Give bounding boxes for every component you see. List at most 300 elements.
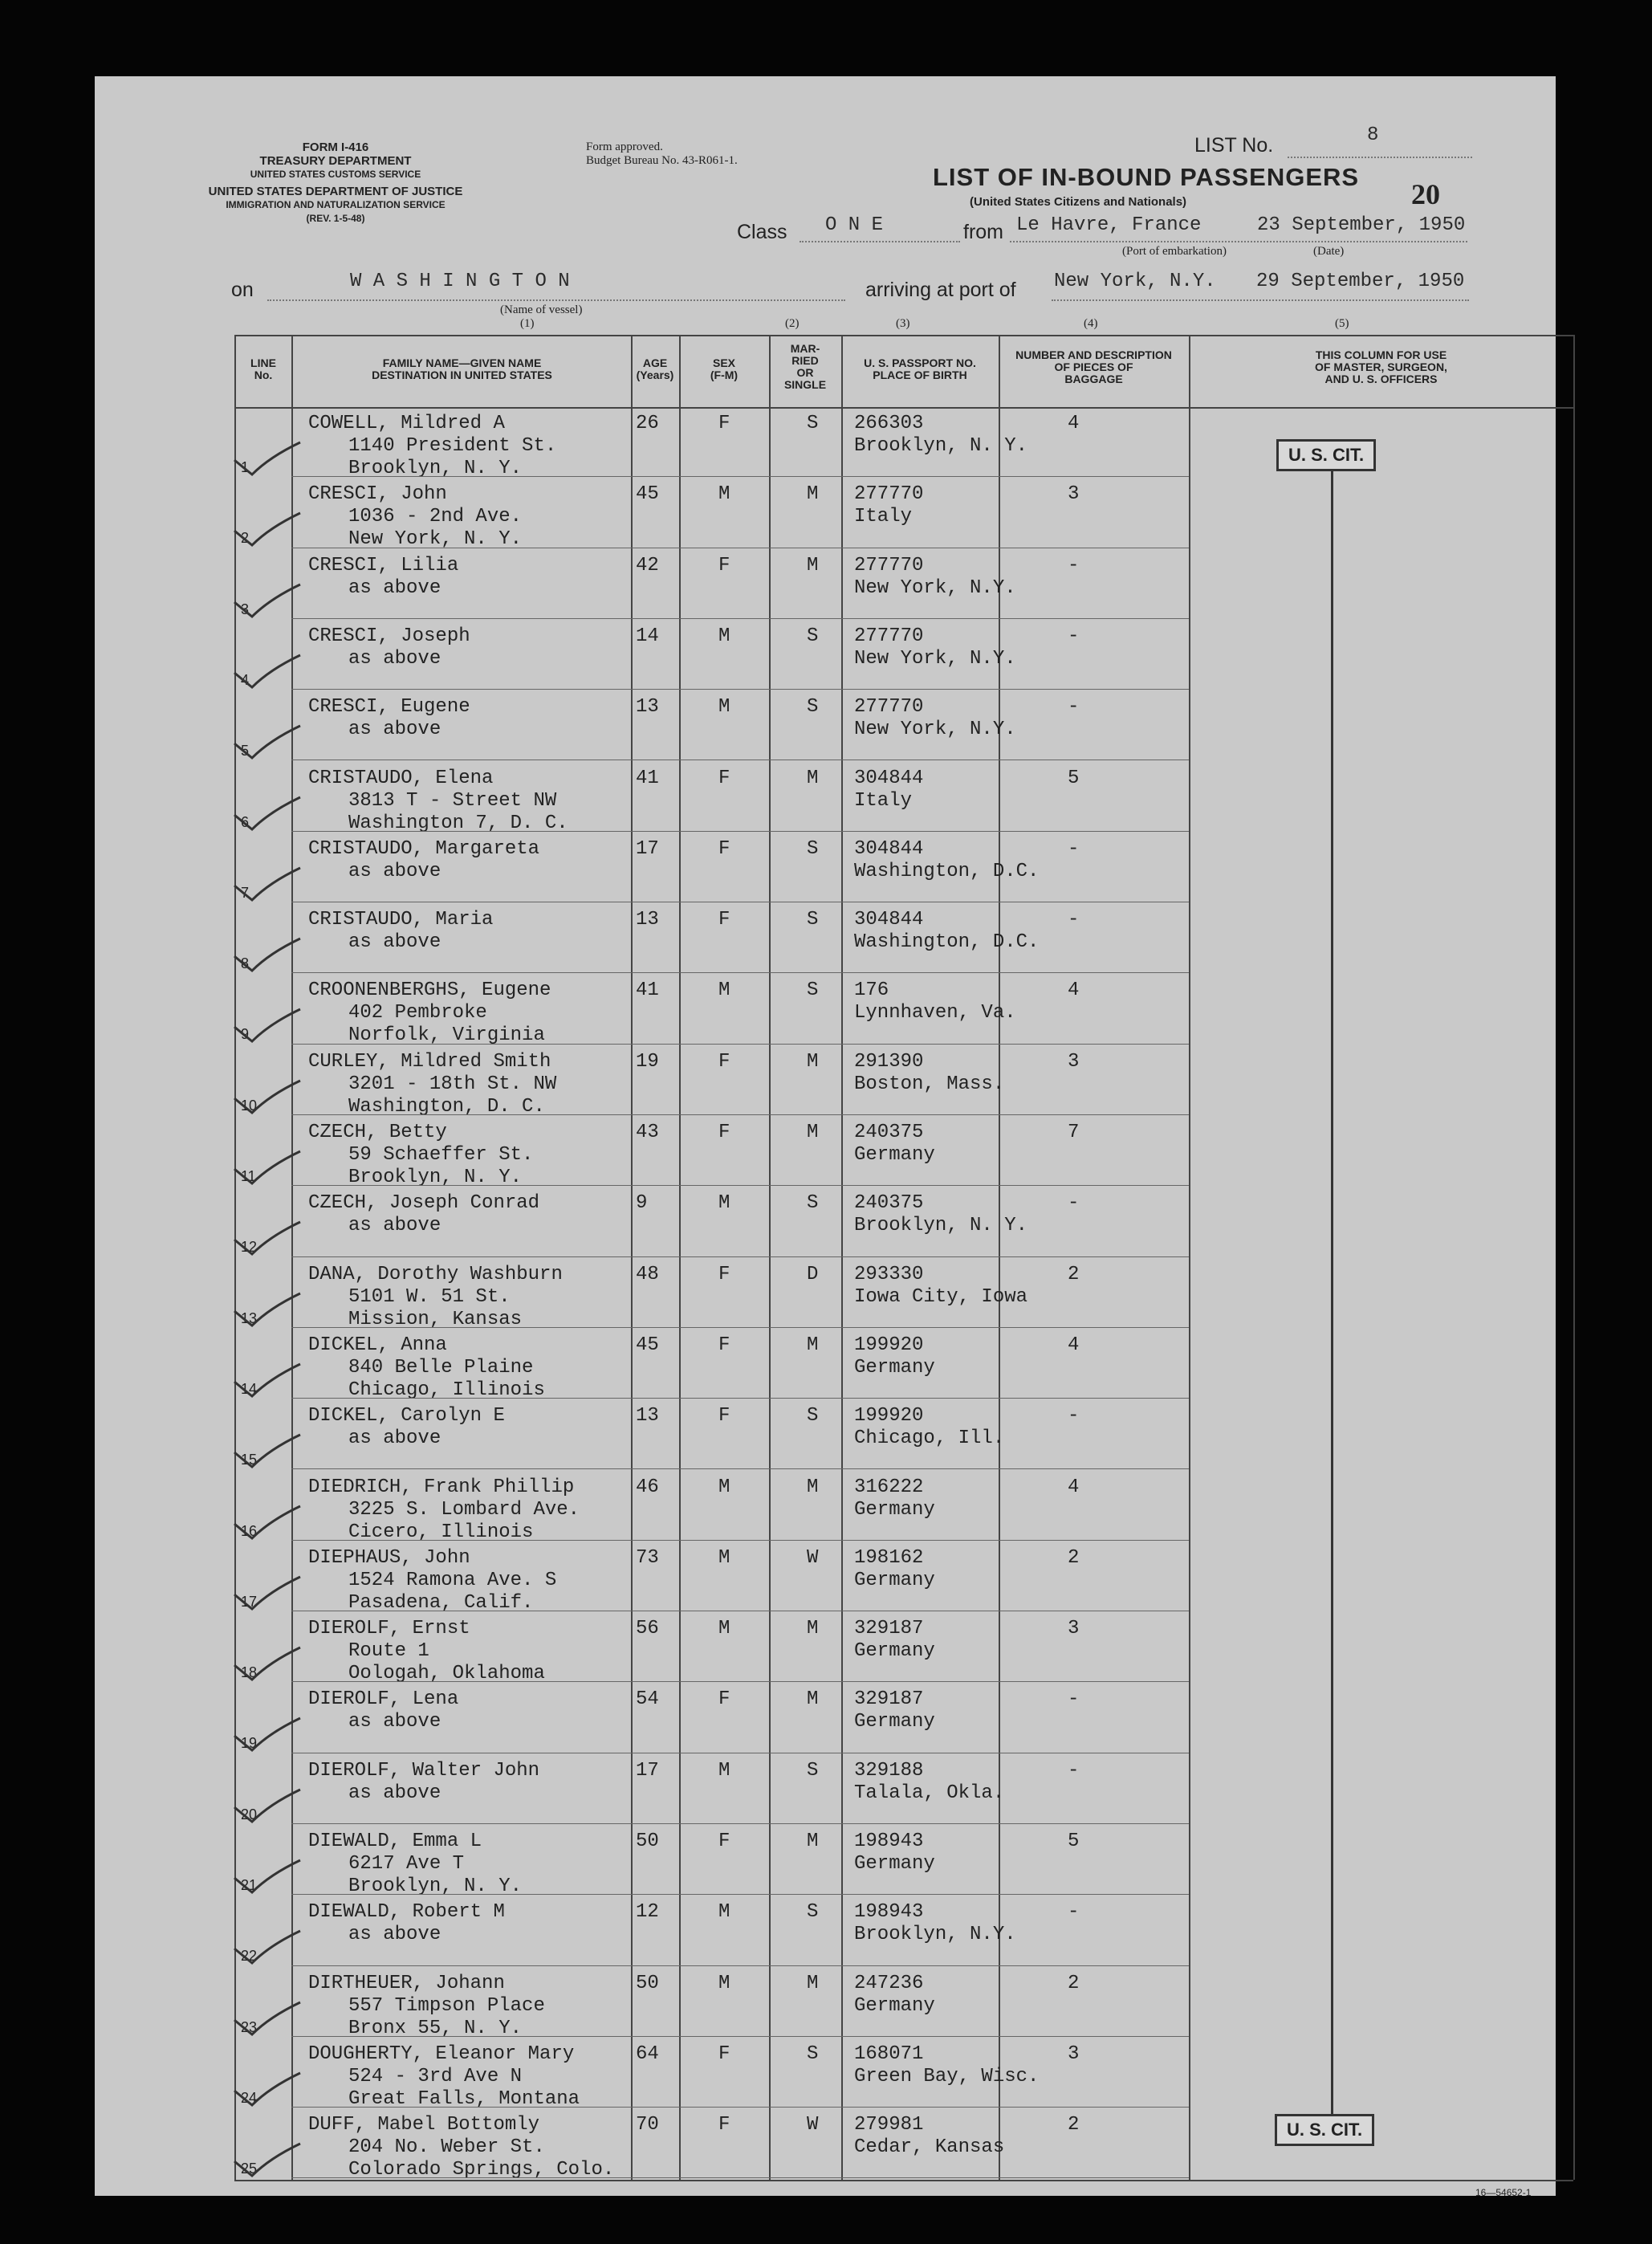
marital-status: S	[807, 1405, 819, 1427]
from-label: from	[963, 221, 1003, 243]
list-no-value: 8	[1367, 124, 1379, 146]
passenger-name: CRESCI, Eugene	[308, 696, 470, 719]
col-header-text: OF PIECES OF	[1054, 360, 1133, 373]
passport-number: 277770	[854, 554, 924, 576]
age-value: 50	[636, 1972, 659, 1994]
passenger-name: DIRTHEUER, Johann	[308, 1972, 505, 1994]
passenger-name: DICKEL, Anna	[308, 1334, 447, 1356]
age-value: 56	[636, 1618, 659, 1640]
sex-value: F	[718, 1688, 730, 1711]
line-number: 19	[241, 1735, 258, 1752]
address-line-1: 1036 - 2nd Ave.	[348, 506, 523, 528]
sex-value: F	[718, 2042, 730, 2065]
address-line-1: as above	[348, 1711, 441, 1733]
passport-number: 266303	[854, 413, 924, 434]
place-of-birth: Lynnhaven, Va.	[854, 1002, 1016, 1024]
table-row	[234, 2038, 1573, 2108]
age-value: 13	[636, 1405, 659, 1427]
col-header-text: No.	[254, 369, 273, 381]
baggage-count: 5	[1068, 1831, 1080, 1852]
passenger-name: CRISTAUDO, Margareta	[308, 837, 540, 860]
passenger-name: CZECH, Betty	[308, 1122, 447, 1143]
col-header-text: THIS COLUMN FOR USE	[1315, 348, 1447, 361]
age-value: 70	[636, 2114, 659, 2136]
place-of-birth: Brooklyn, N. Y.	[854, 435, 1028, 457]
place-of-birth: Germany	[854, 1144, 935, 1166]
passenger-name: DICKEL, Carolyn E	[308, 1405, 505, 1427]
col-header-officers	[1190, 349, 1572, 385]
sex-value: M	[718, 483, 730, 506]
ins-line: IMMIGRATION AND NATURALIZATION SERVICE	[226, 199, 446, 210]
line-number: 15	[241, 1452, 258, 1468]
baggage-count: 3	[1068, 1618, 1080, 1640]
address-line-1: 557 Timpson Place	[348, 1994, 545, 2017]
marital-status: M	[807, 483, 819, 506]
age-value: 64	[636, 2042, 659, 2065]
col-number-5: (5)	[1335, 317, 1349, 330]
on-label: on	[231, 279, 254, 301]
passport-number: 329187	[854, 1688, 924, 1711]
passenger-name: DIEPHAUS, John	[308, 1546, 470, 1569]
address-line-2: Cicero, Illinois	[348, 1521, 534, 1543]
age-value: 54	[636, 1688, 659, 1711]
table-row	[234, 1541, 1573, 1612]
place-of-birth: Brooklyn, N.Y.	[854, 1924, 1016, 1946]
col-header-text: LINE	[250, 356, 276, 369]
address-line-1: 1140 President St.	[348, 435, 557, 457]
row-divider	[291, 2036, 1189, 2037]
row-divider	[291, 1468, 1189, 1469]
line-number: 6	[241, 813, 250, 830]
col-header-age	[633, 357, 677, 381]
address-line-2: New York, N. Y.	[348, 528, 523, 551]
passport-number: 304844	[854, 767, 924, 789]
passenger-name: COWELL, Mildred A	[308, 413, 505, 434]
sex-value: F	[718, 1263, 730, 1285]
arrival-port: New York, N.Y.	[1054, 271, 1216, 292]
place-of-birth: Germany	[854, 1853, 935, 1875]
address-line-1: as above	[348, 1215, 441, 1237]
marital-status: M	[807, 1476, 819, 1498]
passenger-name: DIEWALD, Emma L	[308, 1831, 482, 1852]
sex-value: F	[718, 767, 730, 789]
sex-value: F	[718, 1831, 730, 1852]
address-line-2: Mission, Kansas	[348, 1308, 523, 1330]
age-value: 45	[636, 483, 659, 506]
line-number: 10	[241, 1097, 258, 1114]
line-number: 8	[241, 955, 250, 972]
list-no-underline	[1288, 157, 1472, 158]
arrival-date: 29 September, 1950	[1256, 271, 1465, 292]
address-line-1: 3813 T - Street NW	[348, 789, 557, 812]
col-header-text: MAR-	[790, 342, 820, 355]
address-line-2: Great Falls, Montana	[348, 2087, 580, 2110]
baggage-count: 4	[1068, 1476, 1080, 1498]
passport-number: 198943	[854, 1831, 924, 1852]
line-number: 4	[241, 671, 250, 688]
address-line-1: as above	[348, 1782, 441, 1804]
place-of-birth: Cedar, Kansas	[854, 2136, 1005, 2159]
address-line-2: Brooklyn, N. Y.	[348, 458, 523, 479]
age-value: 9	[636, 1192, 648, 1215]
address-line-2: Oologah, Oklahoma	[348, 1663, 545, 1685]
passport-number: 304844	[854, 909, 924, 931]
place-of-birth: Chicago, Ill.	[854, 1427, 1005, 1450]
age-value: 13	[636, 909, 659, 931]
marital-status: M	[807, 1972, 819, 1994]
passport-number: 279981	[854, 2114, 924, 2136]
line-number: 22	[241, 1948, 258, 1965]
table-row	[234, 620, 1573, 690]
baggage-count: 4	[1068, 413, 1080, 434]
line-number: 23	[241, 2018, 258, 2035]
baggage-count: -	[1068, 909, 1080, 931]
row-divider	[291, 689, 1189, 690]
marital-status: D	[807, 1263, 819, 1285]
col-header-baggage	[1000, 349, 1187, 385]
age-value: 13	[636, 696, 659, 719]
address-line-1: as above	[348, 1427, 441, 1450]
table-row	[234, 478, 1573, 551]
line-number: 16	[241, 1522, 258, 1539]
marital-status: M	[807, 767, 819, 789]
vessel-col-number: (1)	[520, 317, 535, 330]
address-line-1: 402 Pembroke	[348, 1002, 487, 1024]
baggage-count: -	[1068, 625, 1080, 647]
sex-value: M	[718, 1192, 730, 1215]
from-value: Le Havre, France	[1016, 214, 1202, 236]
age-value: 17	[636, 1759, 659, 1782]
marital-status: S	[807, 696, 819, 719]
approval-block	[586, 141, 738, 168]
date-caption: (Date)	[1313, 245, 1345, 258]
sex-value: F	[718, 909, 730, 931]
passport-number: 277770	[854, 483, 924, 506]
line-number: 1	[241, 459, 250, 475]
row-divider	[291, 476, 1189, 477]
sex-value: M	[718, 1901, 730, 1924]
row-divider	[291, 831, 1189, 832]
row-divider	[291, 1044, 1189, 1045]
col-header-text: DESTINATION IN UNITED STATES	[372, 369, 552, 381]
table-row	[234, 1896, 1573, 1966]
marital-status: S	[807, 1759, 819, 1782]
sex-value: M	[718, 1972, 730, 1994]
row-divider	[291, 972, 1189, 973]
address-line-2: Washington, D. C.	[348, 1095, 545, 1118]
passport-number: 199920	[854, 1405, 924, 1427]
address-line-1: as above	[348, 1924, 441, 1946]
address-line-2: Norfolk, Virginia	[348, 1024, 545, 1047]
col-number-3: (3)	[896, 317, 910, 330]
sex-value: F	[718, 837, 730, 860]
passenger-name: CRESCI, John	[308, 483, 447, 506]
age-value: 48	[636, 1263, 659, 1285]
row-divider	[291, 1398, 1189, 1399]
place-of-birth: Germany	[854, 1498, 935, 1521]
sex-value: F	[718, 1122, 730, 1143]
baggage-count: -	[1068, 1759, 1080, 1782]
address-line-1: as above	[348, 860, 441, 882]
passenger-name: DUFF, Mabel Bottomly	[308, 2114, 540, 2136]
age-value: 73	[636, 1546, 659, 1569]
line-number: 25	[241, 2161, 258, 2177]
place-of-birth: Germany	[854, 1994, 935, 2017]
row-divider	[291, 1681, 1189, 1682]
vessel-underline	[267, 299, 845, 301]
address-line-1: as above	[348, 931, 441, 954]
line-number: 20	[241, 1806, 258, 1822]
line-number: 3	[241, 601, 250, 617]
marital-status: M	[807, 1334, 819, 1356]
passenger-name: DIEDRICH, Frank Phillip	[308, 1476, 575, 1498]
place-of-birth: Talala, Okla.	[854, 1782, 1005, 1804]
row-divider	[291, 618, 1189, 619]
passport-number: 198943	[854, 1901, 924, 1924]
age-value: 45	[636, 1334, 659, 1356]
table-row	[234, 1754, 1573, 1825]
passport-number: 329187	[854, 1618, 924, 1640]
sex-value: F	[718, 2114, 730, 2136]
passenger-name: CURLEY, Mildred Smith	[308, 1050, 551, 1073]
table-row	[234, 1187, 1573, 1257]
col-header-text: PLACE OF BIRTH	[873, 369, 967, 381]
passenger-name: CRISTAUDO, Maria	[308, 909, 494, 931]
arrival-underline	[1052, 299, 1469, 301]
place-of-birth: Italy	[854, 789, 913, 812]
address-line-1: as above	[348, 576, 441, 599]
passport-number: 168071	[854, 2042, 924, 2065]
row-divider	[291, 1823, 1189, 1824]
passenger-name: DIEROLF, Lena	[308, 1688, 459, 1711]
line-number: 5	[241, 743, 250, 760]
table-row	[234, 1471, 1573, 1541]
marital-status: S	[807, 837, 819, 860]
marital-status: S	[807, 2042, 819, 2065]
baggage-count: -	[1068, 1901, 1080, 1924]
row-divider	[291, 1965, 1189, 1966]
col-header-text: RIED	[791, 354, 819, 367]
age-value: 50	[636, 1831, 659, 1852]
table-row	[234, 1258, 1573, 1329]
sex-value: M	[718, 696, 730, 719]
line-number: 7	[241, 884, 250, 901]
age-value: 12	[636, 1901, 659, 1924]
place-of-birth: Iowa City, Iowa	[854, 1285, 1028, 1308]
passport-number: 316222	[854, 1476, 924, 1498]
sex-value: M	[718, 1546, 730, 1569]
col-header-line	[236, 357, 291, 381]
passport-number: 277770	[854, 696, 924, 719]
place-of-birth: New York, N.Y.	[854, 719, 1016, 741]
page-number: 20	[1411, 178, 1440, 210]
sex-value: M	[718, 1759, 730, 1782]
col-header-text: SEX	[712, 356, 735, 369]
passenger-name: DANA, Dorothy Washburn	[308, 1263, 563, 1285]
table-top-border	[234, 335, 1573, 336]
departure-date: 23 September, 1950	[1257, 214, 1466, 236]
col-header-sex	[681, 357, 767, 381]
passport-number: 199920	[854, 1334, 924, 1356]
col-header-married	[771, 343, 840, 391]
sex-value: M	[718, 979, 730, 1002]
row-divider	[291, 1540, 1189, 1541]
place-of-birth: Washington, D.C.	[854, 860, 1040, 882]
place-of-birth: Brooklyn, N. Y.	[854, 1215, 1028, 1237]
address-line-2: Colorado Springs, Colo.	[348, 2159, 615, 2181]
table-row	[234, 1329, 1573, 1399]
stamp-connector-line	[1331, 471, 1333, 2117]
passport-number: 329188	[854, 1759, 924, 1782]
place-of-birth: Germany	[854, 1711, 935, 1733]
row-divider	[291, 1327, 1189, 1328]
marital-status: M	[807, 1831, 819, 1852]
line-number: 24	[241, 2089, 258, 2106]
sex-value: M	[718, 1618, 730, 1640]
sex-value: F	[718, 554, 730, 576]
passenger-name: CRESCI, Lilia	[308, 554, 459, 576]
address-line-1: 1524 Ramona Ave. S	[348, 1569, 557, 1591]
marital-status: W	[807, 2114, 819, 2136]
col-header-text: (F-M)	[710, 369, 739, 381]
baggage-count: 2	[1068, 1972, 1080, 1994]
address-line-2: Bronx 55, N. Y.	[348, 2017, 523, 2039]
passport-number: 240375	[854, 1192, 924, 1215]
passport-number: 240375	[854, 1122, 924, 1143]
table-row	[234, 1967, 1573, 2038]
col-header-text: (Years)	[636, 369, 674, 381]
marital-status: S	[807, 979, 819, 1002]
table-row	[234, 903, 1573, 974]
line-number: 9	[241, 1026, 250, 1043]
age-value: 19	[636, 1050, 659, 1073]
baggage-count: -	[1068, 1688, 1080, 1711]
col-header-text: NUMBER AND DESCRIPTION	[1015, 348, 1172, 361]
table-row	[234, 690, 1573, 761]
col-header-passport	[843, 357, 997, 381]
address-line-1: 840 Belle Plaine	[348, 1356, 534, 1379]
line-number: 17	[241, 1593, 258, 1610]
baggage-count: 7	[1068, 1122, 1080, 1143]
age-value: 46	[636, 1476, 659, 1498]
passport-number: 291390	[854, 1050, 924, 1073]
col-header-text: FAMILY NAME—GIVEN NAME	[382, 356, 542, 369]
place-of-birth: Green Bay, Wisc.	[854, 2065, 1040, 2087]
marital-status: S	[807, 413, 819, 434]
line-number: 18	[241, 1664, 258, 1681]
row-divider	[291, 2177, 1189, 2178]
address-line-1: as above	[348, 719, 441, 741]
address-line-1: as above	[348, 647, 441, 670]
baggage-count: 3	[1068, 2042, 1080, 2065]
place-of-birth: Washington, D.C.	[854, 931, 1040, 954]
col-header-text: OR	[796, 366, 814, 379]
document-subtitle: (United States Citizens and Nationals)	[970, 195, 1187, 209]
address-line-2: Brooklyn, N. Y.	[348, 1875, 523, 1897]
baggage-count: -	[1068, 696, 1080, 719]
row-divider	[291, 1185, 1189, 1186]
line-number: 11	[241, 1168, 256, 1184]
age-value: 17	[636, 837, 659, 860]
form-number: FORM I-416	[302, 141, 369, 154]
address-line-2: Brooklyn, N. Y.	[348, 1167, 523, 1188]
agency-block	[191, 185, 480, 226]
place-of-birth: Germany	[854, 1569, 935, 1591]
marital-status: M	[807, 554, 819, 576]
address-line-1: 6217 Ave T	[348, 1853, 465, 1875]
line-number: 2	[241, 530, 250, 547]
age-value: 41	[636, 767, 659, 789]
class-label: Class	[737, 221, 787, 243]
baggage-count: 2	[1068, 1263, 1080, 1285]
address-line-1: 3225 S. Lombard Ave.	[348, 1498, 580, 1521]
line-number: 21	[241, 1877, 258, 1893]
baggage-count: -	[1068, 837, 1080, 860]
sex-value: F	[718, 1334, 730, 1356]
table-row	[234, 974, 1573, 1045]
passenger-name: CZECH, Joseph Conrad	[308, 1192, 540, 1215]
passport-number: 198162	[854, 1546, 924, 1569]
list-no-label: LIST No.	[1194, 134, 1274, 157]
address-line-2: Washington 7, D. C.	[348, 812, 568, 834]
from-underline	[1010, 241, 1467, 242]
us-citizen-stamp: U. S. CIT.	[1275, 2114, 1374, 2146]
col-header-name	[295, 357, 629, 381]
table-row	[234, 1399, 1573, 1470]
customs-label: UNITED STATES CUSTOMS SERVICE	[250, 169, 421, 180]
col-header-text: BAGGAGE	[1064, 373, 1123, 385]
marital-status: M	[807, 1122, 819, 1143]
address-line-1: Route 1	[348, 1640, 429, 1663]
class-underline	[800, 241, 960, 242]
line-number: 14	[241, 1380, 258, 1397]
address-line-1: 524 - 3rd Ave N	[348, 2065, 523, 2087]
agency-line: UNITED STATES DEPARTMENT OF JUSTICE	[208, 185, 463, 198]
table-row	[234, 1825, 1573, 1896]
table-row	[234, 1612, 1573, 1683]
baggage-count: 5	[1068, 767, 1080, 789]
passenger-name: CRESCI, Joseph	[308, 625, 470, 647]
age-value: 42	[636, 554, 659, 576]
age-value: 43	[636, 1122, 659, 1143]
sex-value: M	[718, 1476, 730, 1498]
marital-status: S	[807, 1901, 819, 1924]
from-caption: (Port of embarkation)	[1122, 245, 1227, 258]
address-line-2: Chicago, Illinois	[348, 1379, 545, 1401]
marital-status: M	[807, 1688, 819, 1711]
budget-line: Budget Bureau No. 43-R061-1.	[586, 154, 738, 167]
passport-number: 247236	[854, 1972, 924, 1994]
check-mark-icon	[231, 2140, 303, 2189]
col-number-4: (4)	[1084, 317, 1098, 330]
baggage-count: 2	[1068, 1546, 1080, 1569]
marital-status: M	[807, 1050, 819, 1073]
table-row	[234, 1683, 1573, 1753]
vessel-value: W A S H I N G T O N	[350, 271, 570, 292]
passenger-name: CRISTAUDO, Elena	[308, 767, 494, 789]
table-row	[234, 833, 1573, 903]
table-row	[234, 1116, 1573, 1187]
line-number: 12	[241, 1239, 258, 1256]
line-number: 13	[241, 1309, 258, 1326]
passenger-name: DOUGHERTY, Eleanor Mary	[308, 2042, 575, 2065]
table-row	[234, 549, 1573, 620]
baggage-count: -	[1068, 1192, 1080, 1215]
marital-status: M	[807, 1618, 819, 1640]
passenger-name: DIEROLF, Walter John	[308, 1759, 540, 1782]
passport-number: 176	[854, 979, 889, 1002]
age-value: 41	[636, 979, 659, 1002]
